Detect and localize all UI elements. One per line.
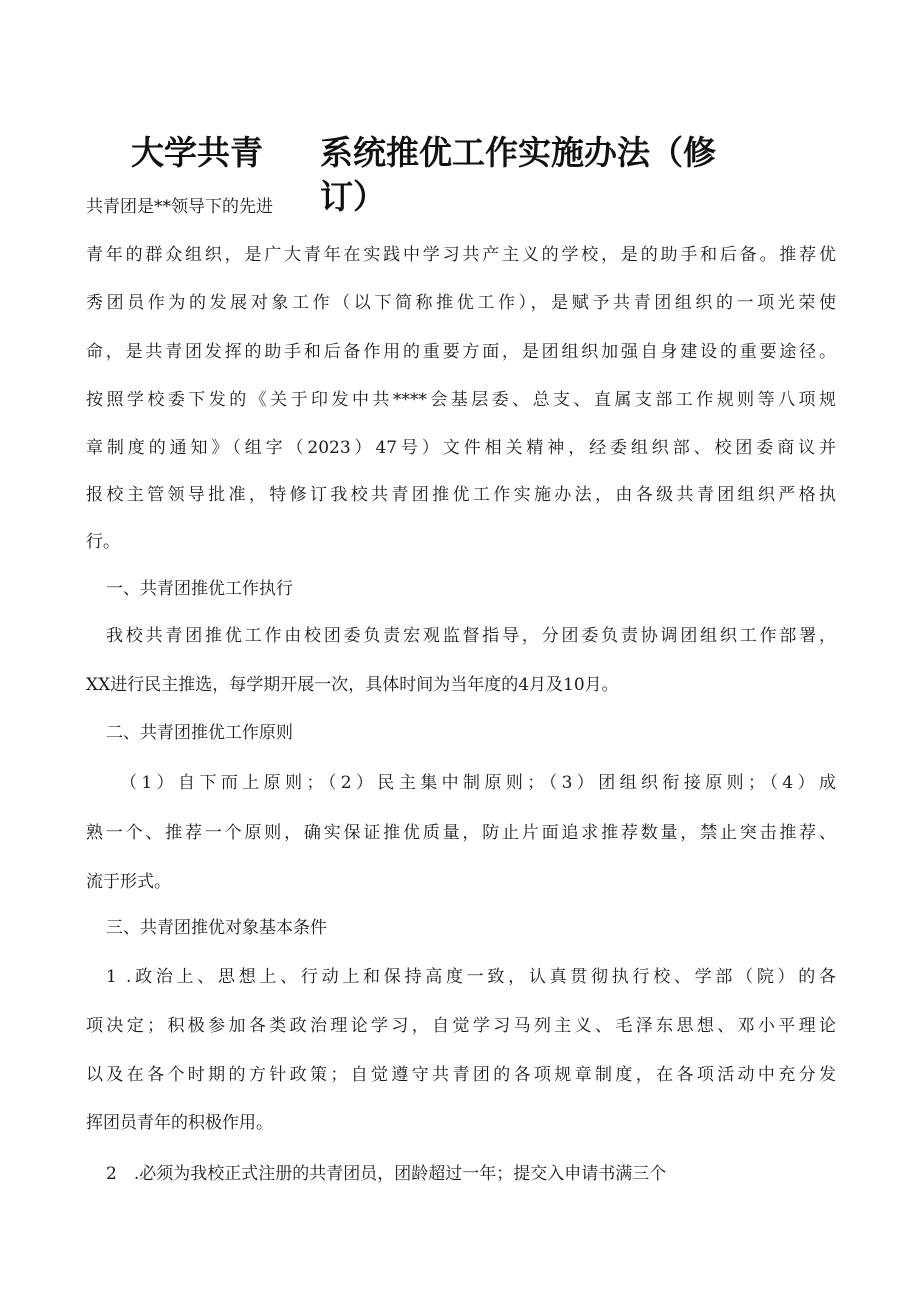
section-heading: 三、共青团推优对象基本条件: [106, 918, 327, 938]
document-title-part1: 大学共青: [131, 133, 263, 172]
paragraph-line: 1 .政治上、思想上、行动上和保持高度一致，认真贯彻执行校、学部（院）的各: [106, 967, 836, 987]
paragraph-line: 命，是共青团发挥的助手和后备作用的重要方面，是团组织加强自身建设的重要途径。: [86, 342, 836, 362]
paragraph-line: 按照学校委下发的《关于印发中共****会基层委、总支、直属支部工作规则等八项规: [86, 390, 836, 410]
paragraph-line: 行。: [86, 532, 120, 552]
document-title-part2: 系统推优工作实施办法（修: [320, 133, 716, 172]
paragraph-line: 熟一个、推荐一个原则，确实保证推优质量，防止片面追求推荐数量，禁止突击推荐、: [86, 823, 836, 843]
paragraph-line: XX进行民主推选，每学期开展一次，具体时间为当年度的4月及10月。: [86, 675, 619, 695]
paragraph-line: 秀团员作为的发展对象工作（以下简称推优工作），是赋予共青团组织的一项光荣使: [86, 293, 836, 313]
paragraph-line: 挥团员青年的积极作用。: [86, 1113, 273, 1133]
section-heading: 一、共青团推优工作执行: [106, 579, 293, 599]
paragraph-line: 章制度的通知》（组字（2023）47号）文件相关精神，经委组织部、校团委商议并: [86, 438, 836, 458]
paragraph-line: 流于形式。: [86, 872, 171, 892]
paragraph-line: 报校主管领导批准，特修订我校共青团推优工作实施办法，由各级共青团组织严格执: [86, 485, 836, 505]
paragraph-line: （1）自下而上原则；（2）民主集中制原则；（3）团组织衔接原则；（4）成: [120, 773, 836, 793]
paragraph-line: 共青团是**领导下的先进: [86, 197, 273, 217]
paragraph-line: 以及在各个时期的方针政策；自觉遵守共青团的各项规章制度，在各项活动中充分发: [86, 1065, 836, 1085]
document-title-part3: 订）: [320, 177, 386, 216]
section-heading: 二、共青团推优工作原则: [106, 723, 293, 743]
paragraph-line: 青年的群众组织，是广大青年在实践中学习共产主义的学校，是的助手和后备。推荐优: [86, 245, 836, 265]
paragraph-line: 项决定；积极参加各类政治理论学习，自觉学习马列主义、毛泽东思想、邓小平理论: [86, 1016, 836, 1036]
paragraph-line: 2 .必须为我校正式注册的共青团员，团龄超过一年；提交入申请书满三个: [106, 1164, 667, 1184]
paragraph-line: 我校共青团推优工作由校团委负责宏观监督指导，分团委负责协调团组织工作部署，: [106, 626, 836, 646]
